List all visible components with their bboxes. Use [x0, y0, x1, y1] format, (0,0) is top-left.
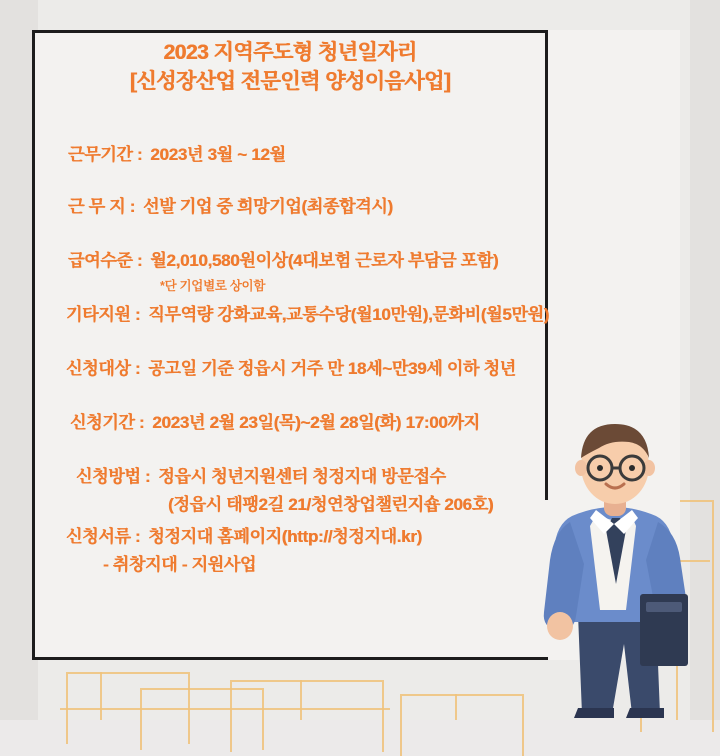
info-value: 정읍시 청년지원센터 청정지대 방문접수: [158, 467, 446, 486]
background-line-decor: [455, 694, 457, 720]
info-row-application-period: [70, 408, 480, 433]
info-value: 2023년 2월 23일(목)~2월 28일(화) 17:00까지: [152, 413, 480, 432]
background-line-decor: [230, 680, 384, 752]
info-value: 공고일 기준 정읍시 거주 만 18세~만39세 이하 청년: [148, 359, 516, 378]
application-method-sub: (정읍시 태팽2길 21/청연창업챌린지숍 206호): [168, 495, 494, 514]
info-row-application-method: [76, 462, 446, 487]
page-title: [36, 38, 544, 96]
salary-note: *단 기업별로 상이함: [160, 279, 266, 293]
info-value: 2023년 3월 ~ 12월: [150, 145, 286, 164]
info-value: 선발 기업 중 희망기업(최종합격시): [143, 197, 393, 216]
info-value: 월2,010,580원이상(4대보험 근로자 부담금 포함): [150, 251, 499, 270]
info-row-other-support: [66, 300, 549, 325]
info-label: 근 무 지 :: [68, 197, 135, 216]
background-line-decor: [60, 708, 390, 710]
info-row-eligibility: [66, 354, 516, 379]
info-label: 급여수준 :: [68, 251, 143, 270]
info-label: 신청서류 :: [66, 527, 141, 546]
info-label: 근무기간 :: [68, 145, 143, 164]
person-illustration: [520, 418, 710, 720]
documents-sub: - 취창지대 - 지원사업: [103, 555, 256, 574]
info-row-salary: [68, 246, 498, 271]
info-row-documents: [66, 522, 422, 547]
info-label: 신청기간 :: [70, 413, 145, 432]
title-line-1: 2023 지역주도형 청년일자리: [163, 41, 417, 64]
info-row-work-period: [68, 140, 286, 165]
info-row-work-place: [68, 192, 393, 217]
background-line-decor: [300, 680, 302, 720]
info-value: 청정지대 홈페이지(http://청정지대.kr): [148, 527, 422, 546]
info-label: 신청방법 :: [76, 467, 151, 486]
background-line-decor: [100, 672, 102, 720]
info-value: 직무역량 강화교육,교통수당(월10만원),문화비(월5만원): [148, 305, 550, 324]
title-line-2: [신성장산업 전문인력 양성이음사업]: [129, 70, 451, 93]
info-label: 신청대상 :: [66, 359, 141, 378]
background-line-decor: [400, 694, 524, 756]
info-label: 기타지원 :: [66, 305, 141, 324]
